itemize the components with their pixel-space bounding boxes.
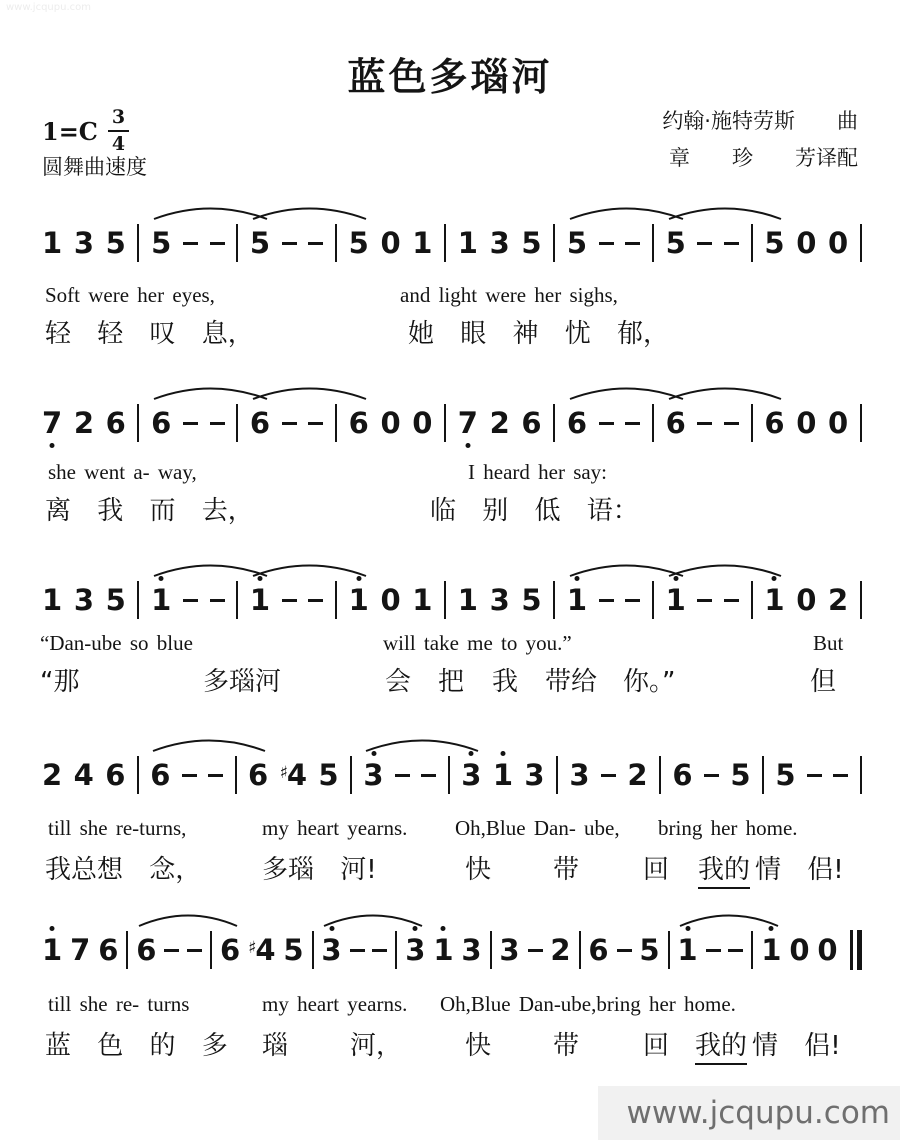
- barline: [490, 931, 492, 969]
- note: 6: [672, 757, 693, 792]
- rest-note: 0: [380, 405, 401, 440]
- octave-dot-above: [329, 926, 334, 931]
- lyric-phrase: 多瑙河: [203, 667, 282, 697]
- duration-dash: [308, 422, 323, 425]
- lyrics-english: [0, 992, 900, 1026]
- tie-slur-arc: [251, 561, 368, 578]
- note: 1: [42, 582, 63, 617]
- note: 1: [349, 586, 369, 615]
- barline: [448, 756, 450, 794]
- barline: [652, 404, 654, 442]
- notation-line: [42, 578, 862, 622]
- barline: [335, 404, 337, 442]
- duration-dash: [183, 242, 198, 245]
- lyric-phrase: my heart yearns.: [262, 992, 408, 1016]
- lyric-phrase: 回: [643, 855, 670, 885]
- lyric-phrase: “那: [40, 667, 80, 697]
- octave-dot-above: [500, 751, 505, 756]
- duration-dash: [282, 599, 297, 602]
- sharp-accidental: ♯: [279, 762, 288, 783]
- notation-line: [42, 753, 862, 797]
- duration-dash: [807, 774, 822, 777]
- note: 5: [348, 225, 369, 260]
- lyrics-chinese: [0, 313, 900, 347]
- lyric-phrase: 我总想 念，: [45, 855, 202, 885]
- duration-dash: [210, 422, 225, 425]
- note: 1: [567, 586, 587, 615]
- note: 2: [489, 405, 510, 440]
- lyric-phrase: 蓝 色 的 多: [45, 1031, 228, 1061]
- sharp-accidental: ♯: [248, 937, 257, 958]
- lyric-phrase: 多瑙 河!: [262, 855, 377, 885]
- lyric-phrase: 回: [643, 1031, 670, 1061]
- note: 6: [136, 932, 157, 967]
- note: 3: [73, 582, 95, 617]
- note: 6: [248, 757, 269, 792]
- tie-slur-arc: [568, 384, 685, 401]
- duration-dash: [187, 949, 202, 952]
- duration-dash: [728, 949, 743, 952]
- duration-dash: [308, 242, 323, 245]
- note: ♯4: [248, 932, 276, 967]
- note: 1: [677, 936, 697, 965]
- barline: [556, 756, 558, 794]
- lyric-phrase: 轻 轻 叹 息，: [45, 319, 254, 349]
- tie-slur-arc: [364, 736, 480, 753]
- note: 1: [433, 936, 453, 965]
- note: 5: [151, 225, 172, 260]
- duration-dash: [164, 949, 179, 952]
- duration-dash: [372, 949, 387, 952]
- notation-line: [42, 221, 862, 265]
- note: 5: [665, 225, 686, 260]
- octave-dot-above: [772, 576, 777, 581]
- note: 3: [363, 761, 383, 790]
- key-time-signature: [42, 108, 129, 154]
- duration-dash: [350, 949, 365, 952]
- lyric-phrase: till she re-turns,: [48, 816, 187, 840]
- barline: [860, 756, 862, 794]
- rest-note: 0: [796, 225, 817, 260]
- tie-slur-arc: [568, 561, 685, 578]
- note: 5: [249, 225, 271, 260]
- duration-dash: [697, 242, 712, 245]
- lyric-phrase: 但: [810, 667, 837, 697]
- barline: [751, 931, 753, 969]
- lyrics-english: [0, 816, 900, 850]
- note: 6: [105, 405, 126, 440]
- duration-dash: [697, 422, 712, 425]
- rest-note: 0: [380, 225, 401, 260]
- rest-note: 0: [796, 405, 817, 440]
- barline: [444, 404, 446, 442]
- lyric-phrase: 我的: [695, 1025, 747, 1065]
- composer-credit: 约翰·施特劳斯 曲: [662, 109, 858, 133]
- duration-dash: [724, 242, 739, 245]
- lyric-phrase: 我: [492, 667, 519, 697]
- note: 6: [98, 932, 119, 967]
- barline: [751, 224, 753, 262]
- note: 2: [550, 932, 571, 967]
- note: 3: [321, 936, 341, 965]
- octave-dot-above: [50, 926, 55, 931]
- duration-dash: [724, 599, 739, 602]
- note: 5: [566, 225, 588, 260]
- barline: [236, 581, 238, 619]
- duration-dash: [282, 422, 297, 425]
- note: 5: [105, 582, 126, 617]
- note: 5: [521, 225, 542, 260]
- key-signature: 1=C: [42, 116, 98, 146]
- barline: [652, 224, 654, 262]
- lyric-phrase: 情 侣!: [755, 855, 844, 885]
- site-watermark: www.jcqupu.com: [598, 1086, 900, 1140]
- note: 6: [220, 932, 241, 967]
- octave-dot-above: [769, 926, 774, 931]
- lyric-phrase: 河，: [350, 1031, 403, 1061]
- note: 6: [150, 757, 171, 792]
- tie-slur-arc: [667, 384, 783, 401]
- tie-slur-arc: [568, 204, 685, 221]
- octave-dot-above: [469, 751, 474, 756]
- barline: [668, 931, 670, 969]
- lyric-phrase: bring her home.: [658, 816, 798, 840]
- tie-slur-arc: [152, 561, 269, 578]
- note: 1: [151, 586, 171, 615]
- rest-note: 0: [828, 225, 849, 260]
- note: 2: [73, 405, 95, 440]
- rest-note: 0: [412, 405, 433, 440]
- octave-dot-above: [159, 576, 164, 581]
- note: 1: [493, 761, 513, 790]
- duration-dash: [599, 599, 614, 602]
- lyric-phrase: But: [813, 631, 844, 655]
- lyric-phrase: Soft were her eyes,: [45, 283, 215, 307]
- time-signature: [108, 108, 129, 154]
- note: 5: [730, 757, 751, 792]
- lyric-phrase: 带给: [545, 667, 598, 697]
- note: 3: [461, 761, 481, 790]
- barline: [553, 581, 555, 619]
- credits-block: [662, 103, 858, 177]
- rest-note: 0: [789, 932, 810, 967]
- note: 6: [105, 757, 126, 792]
- lyric-phrase: 带: [553, 855, 580, 885]
- barline: [751, 404, 753, 442]
- note: 6: [348, 405, 369, 440]
- barline: [553, 404, 555, 442]
- rest-note: 0: [828, 405, 849, 440]
- duration-dash: [282, 242, 297, 245]
- note: 1: [666, 586, 686, 615]
- note: 3: [461, 932, 482, 967]
- lyric-phrase: Oh,Blue Dan-ube,bring her home.: [440, 992, 736, 1016]
- lyric-phrase: 临 别 低 语：: [430, 496, 639, 526]
- lyric-phrase: 带: [553, 1031, 580, 1061]
- lyric-phrase: she went a- way,: [48, 460, 197, 484]
- notation-line: [42, 401, 862, 445]
- barline: [860, 224, 862, 262]
- octave-dot-above: [371, 751, 376, 756]
- translator-credit: 章 珍 芳译配: [669, 146, 858, 170]
- duration-dash: [528, 949, 543, 952]
- note: 6: [249, 405, 271, 440]
- note: 1: [457, 225, 478, 260]
- tie-slur-arc: [152, 384, 269, 401]
- note: 6: [665, 405, 686, 440]
- duration-dash: [625, 242, 640, 245]
- note: 7: [70, 932, 91, 967]
- duration-dash: [625, 599, 640, 602]
- rest-note: 0: [817, 932, 838, 967]
- duration-dash: [308, 599, 323, 602]
- time-signature-numerator: 3: [108, 108, 129, 132]
- note: 5: [318, 757, 339, 792]
- lyric-phrase: my heart yearns.: [262, 816, 408, 840]
- octave-dot-below: [465, 443, 470, 448]
- time-signature-denominator: 4: [111, 133, 126, 155]
- note: 1: [412, 225, 433, 260]
- duration-dash: [183, 422, 198, 425]
- lyrics-english: [0, 631, 900, 665]
- barline: [137, 581, 139, 619]
- lyric-phrase: 她 眼 神 忧 郁，: [408, 319, 670, 349]
- barline: [126, 931, 128, 969]
- barline: [137, 404, 139, 442]
- note: 2: [828, 582, 849, 617]
- duration-dash: [182, 774, 197, 777]
- barline: [236, 404, 238, 442]
- note: 3: [405, 936, 425, 965]
- lyrics-chinese: [0, 849, 900, 883]
- octave-dot-above: [441, 926, 446, 931]
- octave-dot-above: [257, 576, 262, 581]
- barline: [395, 931, 397, 969]
- note: 2: [627, 757, 648, 792]
- note: 5: [521, 582, 542, 617]
- lyric-phrase: 把: [438, 667, 465, 697]
- duration-dash: [625, 422, 640, 425]
- barline: [235, 756, 237, 794]
- lyric-phrase: I heard her say:: [468, 460, 608, 484]
- octave-dot-above: [574, 576, 579, 581]
- note: 6: [566, 405, 588, 440]
- barline: [236, 224, 238, 262]
- duration-dash: [395, 774, 410, 777]
- barline: [652, 581, 654, 619]
- note: 1: [412, 582, 433, 617]
- note: 3: [499, 932, 520, 967]
- note: 3: [73, 225, 95, 260]
- octave-dot-above: [673, 576, 678, 581]
- barline: [335, 581, 337, 619]
- note: ♯4: [279, 757, 308, 792]
- lyrics-english: [0, 283, 900, 317]
- duration-dash: [697, 599, 712, 602]
- note: 5: [639, 932, 660, 967]
- barline: [350, 756, 352, 794]
- barline: [659, 756, 661, 794]
- barline: [137, 224, 139, 262]
- tempo-marking: 圆舞曲速度: [42, 155, 147, 179]
- note: 2: [42, 757, 63, 792]
- tie-slur-arc: [152, 204, 269, 221]
- tie-slur-arc: [251, 204, 368, 221]
- lyric-phrase: 离 我 而 去，: [45, 496, 254, 526]
- faint-top-watermark: www.jcqupu.com: [6, 2, 91, 13]
- lyric-phrase: and light were her sighs,: [400, 283, 618, 307]
- duration-dash: [706, 949, 721, 952]
- tie-slur-arc: [678, 911, 780, 928]
- note: 3: [569, 757, 590, 792]
- octave-dot-above: [356, 576, 361, 581]
- duration-dash: [183, 599, 198, 602]
- note: 3: [524, 757, 545, 792]
- lyric-phrase: “Dan-ube so blue: [40, 631, 193, 655]
- note: 4: [73, 757, 94, 792]
- note: 5: [764, 225, 785, 260]
- barline: [553, 224, 555, 262]
- lyric-phrase: Oh,Blue Dan- ube,: [455, 816, 620, 840]
- lyric-phrase: 快: [465, 855, 492, 885]
- lyrics-chinese: [0, 1025, 900, 1059]
- octave-dot-above: [413, 926, 418, 931]
- barline: [335, 224, 337, 262]
- duration-dash: [208, 774, 223, 777]
- note: 3: [489, 225, 510, 260]
- barline: [444, 224, 446, 262]
- song-title: 蓝色多瑙河: [347, 55, 553, 99]
- note: 1: [42, 225, 63, 260]
- rest-note: 0: [796, 582, 817, 617]
- note: 5: [775, 757, 796, 792]
- note: 1: [457, 582, 478, 617]
- duration-dash: [724, 422, 739, 425]
- note: 6: [764, 405, 785, 440]
- octave-dot-above: [685, 926, 690, 931]
- barline: [751, 581, 753, 619]
- barline: [860, 581, 862, 619]
- lyric-phrase: 你。”: [623, 667, 676, 697]
- rest-note: 0: [380, 582, 401, 617]
- barline: [137, 756, 139, 794]
- tie-slur-arc: [667, 204, 783, 221]
- lyric-phrase: 瑙: [262, 1031, 289, 1061]
- note: 6: [521, 405, 542, 440]
- duration-dash: [601, 774, 616, 777]
- note: 6: [588, 932, 609, 967]
- duration-dash: [421, 774, 436, 777]
- lyrics-english: [0, 460, 900, 494]
- lyric-phrase: 快: [465, 1031, 492, 1061]
- note: 5: [105, 225, 126, 260]
- lyric-phrase: till she re- turns: [48, 992, 190, 1016]
- tie-slur-arc: [667, 561, 783, 578]
- barline: [579, 931, 581, 969]
- octave-dot-below: [50, 443, 55, 448]
- note: 1: [42, 936, 62, 965]
- duration-dash: [704, 774, 719, 777]
- tie-slur-arc: [322, 911, 424, 928]
- lyric-phrase: 情 侣!: [752, 1031, 841, 1061]
- note: 7: [42, 409, 62, 438]
- note: 1: [761, 936, 781, 965]
- tie-slur-arc: [137, 911, 239, 928]
- barline: [444, 581, 446, 619]
- duration-dash: [617, 949, 632, 952]
- lyric-phrase: will take me to you.”: [383, 631, 572, 655]
- note: 3: [489, 582, 510, 617]
- barline: [860, 404, 862, 442]
- note: 1: [250, 586, 270, 615]
- duration-dash: [833, 774, 848, 777]
- lyrics-chinese: [0, 490, 900, 524]
- barline: [312, 931, 314, 969]
- final-barline: [846, 930, 862, 970]
- lyrics-chinese: [0, 661, 900, 695]
- lyric-phrase: 会: [385, 667, 412, 697]
- notation-line: [42, 928, 862, 972]
- note: 6: [151, 405, 172, 440]
- duration-dash: [599, 242, 614, 245]
- duration-dash: [599, 422, 614, 425]
- tie-slur-arc: [251, 384, 368, 401]
- barline: [762, 756, 764, 794]
- duration-dash: [210, 599, 225, 602]
- barline: [210, 931, 212, 969]
- note: 7: [458, 409, 478, 438]
- note: 5: [283, 932, 304, 967]
- tie-slur-arc: [151, 736, 267, 753]
- note: 1: [764, 586, 784, 615]
- duration-dash: [210, 242, 225, 245]
- lyric-phrase: 我的: [698, 849, 750, 889]
